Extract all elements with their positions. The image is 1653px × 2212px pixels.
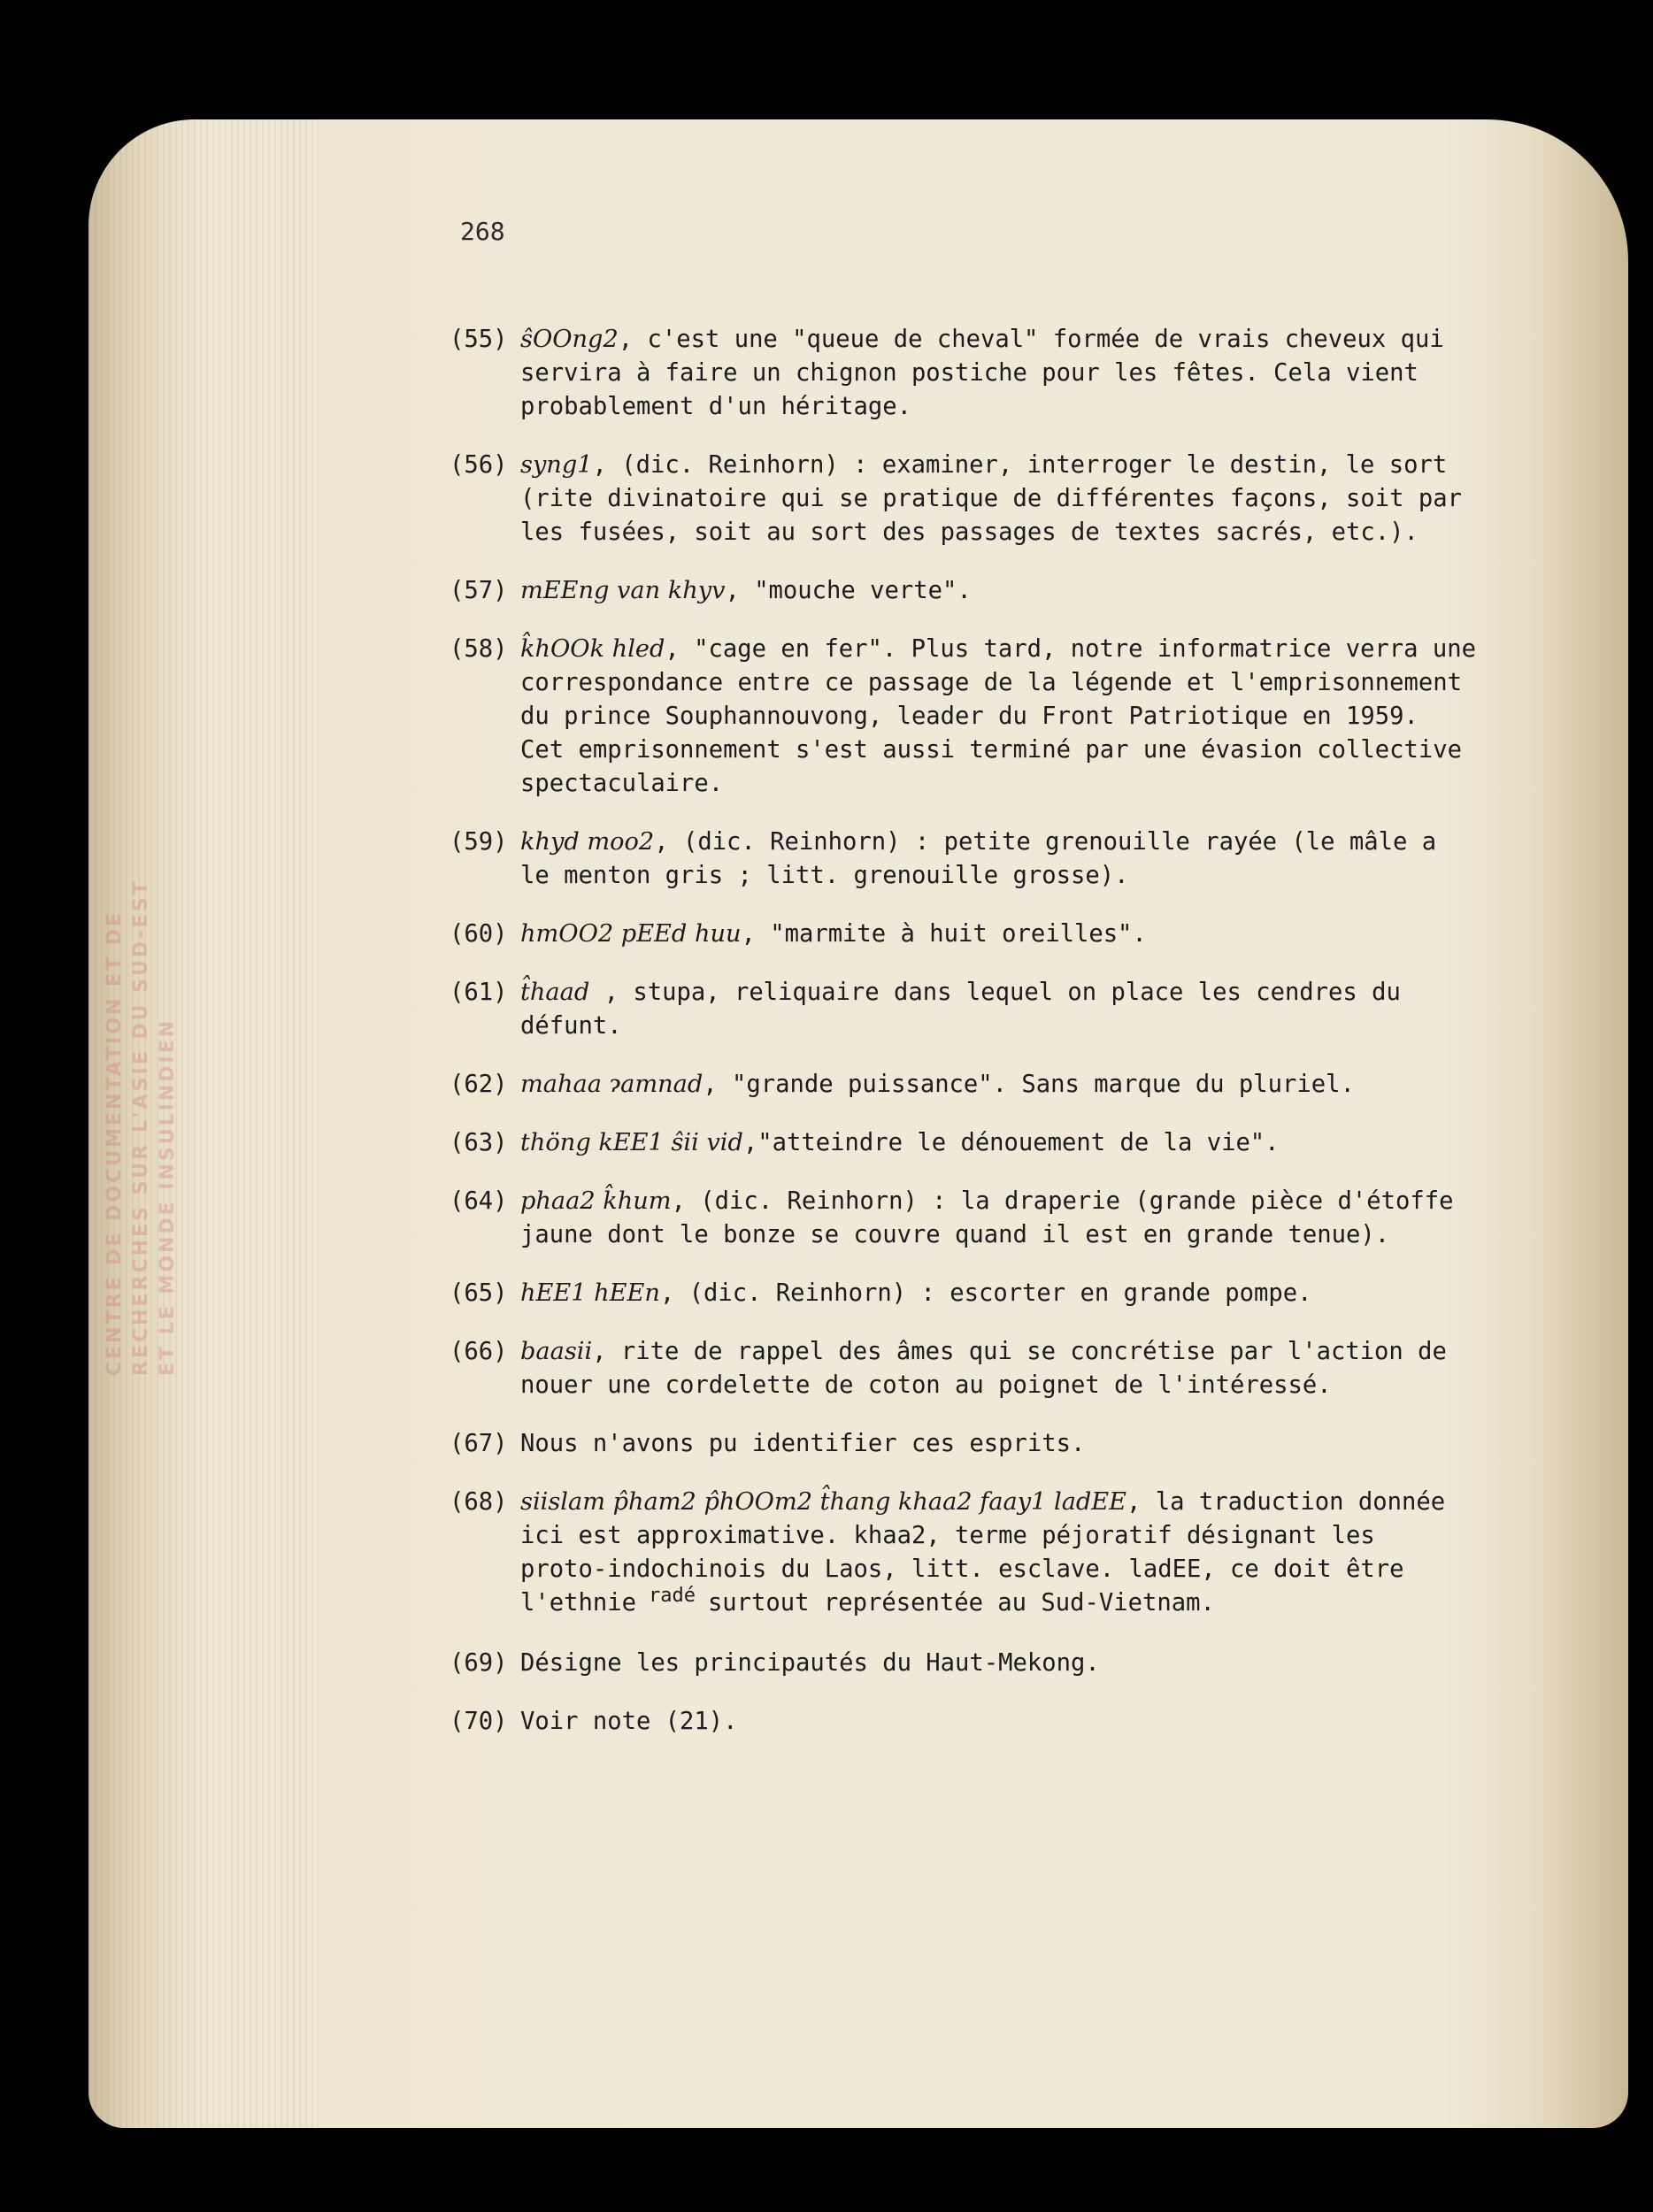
note-63 — [450, 1126, 1476, 1160]
note-70 — [450, 1705, 1476, 1739]
note-text: , (dic. Reinhorn) : petite grenouille rayée (le mâle a le menton gris ; litt. grenouille grosse). — [520, 828, 1437, 889]
note-60 — [450, 918, 1476, 951]
note-number: (59) — [450, 828, 508, 856]
note-number: (60) — [450, 920, 508, 948]
note-text: Désigne les principautés du Haut-Mekong. — [520, 1649, 1100, 1677]
note-text: Voir note (21). — [520, 1708, 738, 1735]
note-body — [520, 918, 1476, 951]
note-term: k̂hOOk hled — [520, 635, 665, 663]
note-body — [520, 1068, 1476, 1102]
note-body — [520, 323, 1476, 424]
note-text: , (dic. Reinhorn) : escorter en grande pompe. — [659, 1279, 1312, 1307]
note-text: , (dic. Reinhorn) : la draperie (grande pièce d'étoffe jaune dont le bonze se couvre quand il est en grande tenue). — [520, 1187, 1454, 1248]
note-56 — [450, 449, 1476, 549]
note-term: phaa2 k̂hum — [520, 1187, 672, 1215]
page-number: 268 — [460, 217, 505, 246]
note-68 — [450, 1486, 1476, 1622]
note-body — [520, 1647, 1476, 1680]
note-text: , "cage en fer". Plus tard, notre informatrice verra une correspondance entre ce passage de la légende et l'emprisonnement du prince Souphannouvong, leader du Front Patriotique en 1959. Cet emprisonnement s'est aussi terminé par une évasion collective spectaculaire. — [520, 635, 1477, 797]
note-body — [520, 574, 1476, 608]
note-number: (67) — [450, 1430, 508, 1457]
note-term: hmOO2 pEEd huu — [520, 920, 742, 948]
notes-list — [450, 323, 1476, 1763]
note-body — [520, 1335, 1476, 1402]
note-65 — [450, 1277, 1476, 1310]
note-55 — [450, 323, 1476, 424]
note-64 — [450, 1185, 1476, 1252]
note-number: (69) — [450, 1649, 508, 1677]
note-term: khyd moo2 — [520, 828, 655, 856]
stamp-line — [155, 1208, 181, 1376]
note-body — [520, 826, 1476, 893]
note-61 — [450, 976, 1476, 1043]
note-text: , c'est une "queue de cheval" formée de vrais cheveux qui servira à faire un chignon postiche pour les fêtes. Cela vient probablement d'un héritage. — [520, 326, 1444, 420]
note-number: (64) — [450, 1187, 508, 1215]
note-term: siislam p̂ham2 p̂hOOm2 t̂hang khaa2 faay1 ladEE — [520, 1488, 1126, 1516]
note-number: (70) — [450, 1708, 508, 1735]
note-number: (61) — [450, 979, 508, 1006]
note-text: , stupa, reliquaire dans lequel on place les cendres du défunt. — [520, 979, 1401, 1040]
stamp-line — [102, 1208, 128, 1376]
note-term: t̂haad — [520, 979, 590, 1006]
note-body — [520, 1277, 1476, 1310]
note-body — [520, 633, 1476, 801]
note-body — [520, 1486, 1476, 1622]
note-term: thöng kEE1 ŝii vid — [520, 1129, 743, 1156]
note-69 — [450, 1647, 1476, 1680]
library-stamp — [102, 1208, 332, 1376]
stamp-line — [128, 1208, 155, 1376]
note-number: (62) — [450, 1071, 508, 1098]
note-number: (66) — [450, 1338, 508, 1365]
note-66 — [450, 1335, 1476, 1402]
note-number: (57) — [450, 577, 508, 604]
note-body — [520, 976, 1476, 1043]
note-text: Nous n'avons pu identifier ces esprits. — [520, 1430, 1086, 1457]
note-67 — [450, 1427, 1476, 1461]
note-number: (68) — [450, 1488, 508, 1516]
note-superscript: radé — [648, 1585, 696, 1607]
note-57 — [450, 574, 1476, 608]
note-text: , "marmite à huit oreilles". — [741, 920, 1147, 948]
note-number: (63) — [450, 1129, 508, 1156]
note-58 — [450, 633, 1476, 801]
note-term: syng1 — [520, 451, 593, 479]
note-text: , (dic. Reinhorn) : examiner, interroger le destin, le sort (rite divinatoire qui se pratique de différentes façons, soit par les fusées, soit au sort des passages de textes sacrés, etc.). — [520, 451, 1462, 546]
note-number: (58) — [450, 635, 508, 663]
note-body — [520, 449, 1476, 549]
note-text: , "mouche verte". — [725, 577, 972, 604]
note-text: , "grande puissance". Sans marque du pluriel. — [703, 1071, 1355, 1098]
note-body — [520, 1427, 1476, 1461]
note-body — [520, 1126, 1476, 1160]
note-term: mEEng van khyv — [520, 577, 726, 604]
note-term: mahaa ɂamnad — [520, 1071, 703, 1098]
note-number: (56) — [450, 451, 508, 479]
note-59 — [450, 826, 1476, 893]
note-term: ŝOOng2 — [520, 326, 619, 353]
note-number: (65) — [450, 1279, 508, 1307]
note-term: baasii — [520, 1338, 593, 1365]
note-body — [520, 1705, 1476, 1739]
note-number: (55) — [450, 326, 508, 353]
note-text: ,"atteindre le dénouement de la vie". — [742, 1129, 1280, 1156]
note-term: hEE1 hEEn — [520, 1279, 660, 1307]
note-text: , rite de rappel des âmes qui se concrétise par l'action de nouer une cordelette de coton au poignet de l'intéressé. — [520, 1338, 1447, 1399]
note-text: , la traduction donnée ici est approximative. khaa2, terme péjoratif désignant les proto-indochinois du Laos, litt. esclave. ladEE, ce doit être l'ethnie — [520, 1488, 1446, 1617]
note-body — [520, 1185, 1476, 1252]
note-62 — [450, 1068, 1476, 1102]
note-text-continued: surtout représentée au Sud-Vietnam. — [707, 1589, 1215, 1617]
